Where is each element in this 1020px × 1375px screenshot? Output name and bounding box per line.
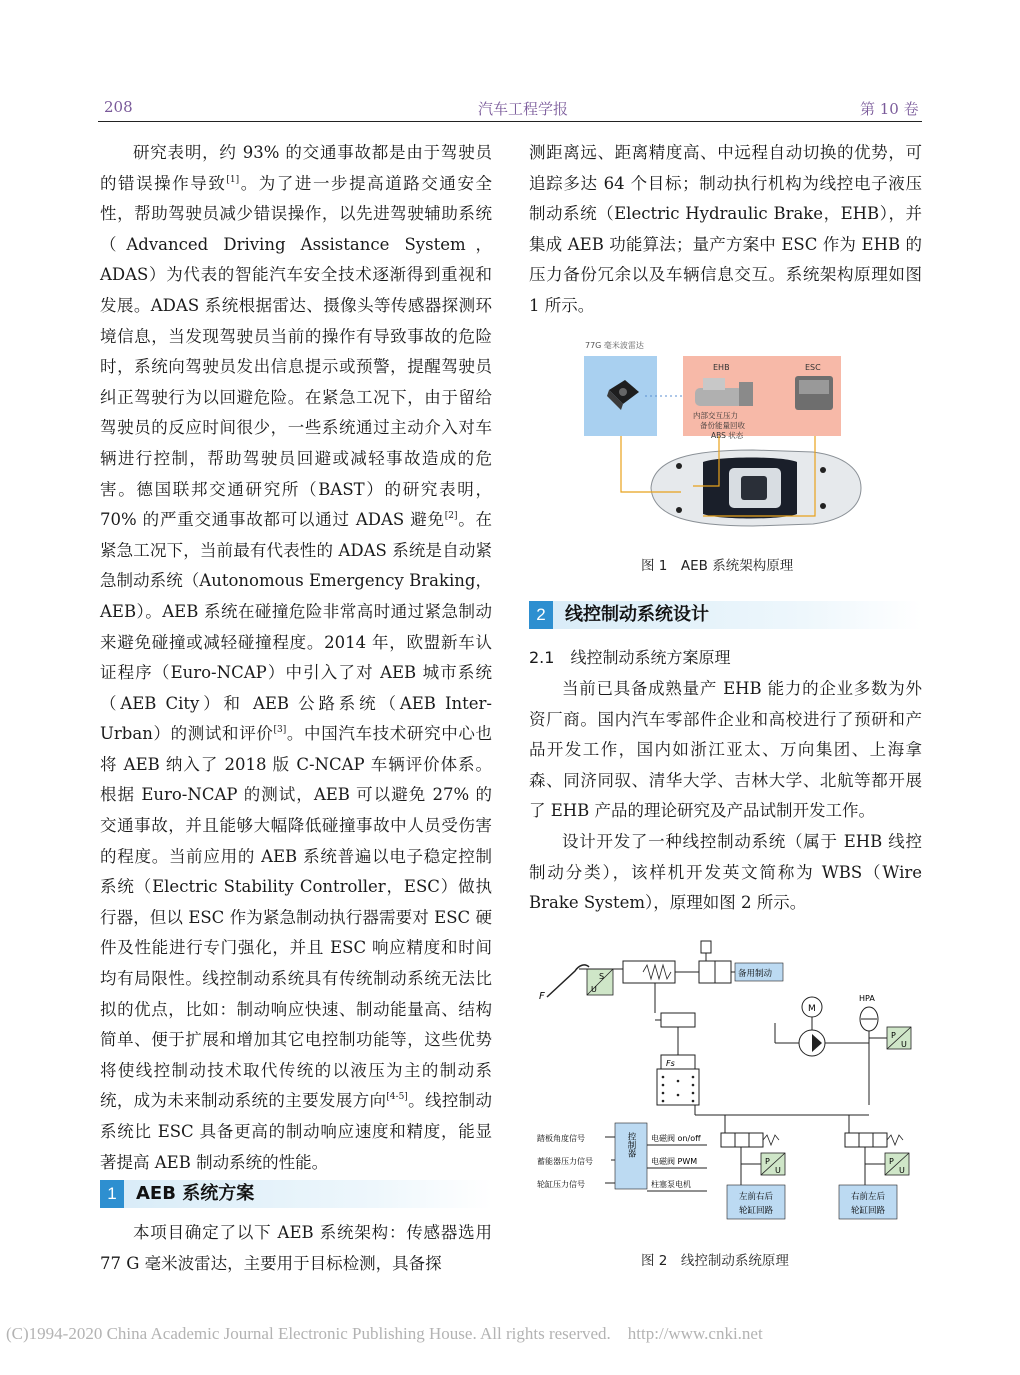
circuit-2-line-1: 右前左后	[850, 1192, 886, 1202]
simulator-valve	[661, 1013, 695, 1027]
inlet-valve-1b	[735, 1133, 749, 1147]
fs-label: Fs	[666, 1059, 675, 1068]
esc-unit-icon	[795, 376, 833, 410]
input-pedal-angle: 踏板角度信号	[537, 1134, 585, 1143]
output-pump-motor: 柱塞泵电机	[651, 1180, 691, 1189]
right-column-body	[529, 138, 922, 322]
citation: [3]	[273, 725, 287, 736]
sensor-s-label: S	[599, 972, 605, 981]
page-number: 208	[104, 98, 133, 116]
ehb-unit-icon	[695, 378, 753, 406]
citation: [1]	[226, 174, 240, 185]
esc-label: ESC	[805, 363, 821, 372]
ehb-industry-paragraph: 当前已具备成熟量产 EHB 能力的企业多数为外资厂商。国内汽车零部件企业和高校进行了预研和产品开发工作，国内如浙江亚太、万向集团、上海拿森、同济同驭、清华大学、吉林大学、北航等都开展了 EHB 产品的理论研究及产品试制开发工作。	[529, 679, 922, 821]
inlet-valve-1a	[721, 1133, 735, 1147]
input-accumulator-pressure: 蓄能器压力信号	[537, 1157, 593, 1166]
circuit-1-line-1: 左前右后	[738, 1192, 774, 1202]
pu-u-label: U	[775, 1166, 781, 1175]
left-column-body-2	[100, 1218, 492, 1279]
wbs-paragraph: 设计开发了一种线控制动系统（属于 EHB 线控制动分类），该样机开发英文简称为 WBS（Wire Brake System），原理如图 2 所示。	[529, 831, 922, 913]
interaction-note-1: 内部交互压力	[693, 411, 738, 420]
subsection-heading: 2.1 线控制动系统方案原理	[529, 648, 731, 667]
controller-label: 控制器	[626, 1132, 636, 1158]
left-column-body	[100, 138, 492, 1178]
section-title: 线控制动系统设计	[565, 604, 709, 625]
vehicle-top-view	[651, 450, 861, 526]
backup-valve-b	[715, 961, 731, 983]
aeb-architecture-paragraph-cont: 测距离远、距离精度高、中远程自动切换的优势，可追踪多达 64 个目标；制动执行机构为线控电子液压制动系统（Electric Hydraulic Brake，EHB），并集成 AEB 功能算法；量产方案中 ESC 作为 EHB 的压力备份冗余以及车辆信息交互。系统架构原理如图 1 所示。	[529, 143, 922, 315]
inlet-valve-1c	[749, 1133, 763, 1147]
ehb-label: EHB	[713, 363, 730, 372]
circuit-2-line-2: 轮缸回路	[850, 1206, 886, 1216]
inlet-valve-2a	[845, 1133, 859, 1147]
pu-u-label: U	[899, 1166, 905, 1175]
header-rule	[98, 121, 922, 122]
interaction-note-2: 备份能量回收	[700, 421, 745, 430]
hpa-label: HPA	[859, 994, 875, 1003]
figure-2-brake-by-wire-schematic	[535, 935, 920, 1225]
intro-paragraph: 研究表明，约 93% 的交通事故都是由于驾驶员的错误操作导致[1]。为了进一步提高道路交通安全性，帮助驾驶员减少错误操作，以先进驾驶辅助系统（Advanced Driving Assistance System，ADAS）为代表的智能汽车安全技术逐渐得到重视和发展。ADAS 系统根据雷达、摄像头等传感器探测环境信息，当发现驾驶员当前的操作有导致事故的危险时，系统向驾驶员发出信息提示或预警，提醒驾驶员纠正驾驶行为以回避危险。在紧急工况下，由于留给驾驶员的反应时间很少，一些系统通过主动介入对车辆进行控制，帮助驾驶员回避或减轻事故造成的危害。德国联邦交通研究所（BAST）的研究表明，70% 的严重交通事故都可以通过 ADAS 避免[2]。在紧急工况下，当前最有代表性的 ADAS 系统是自动紧急制动系统（Autonomous Emergency Braking，AEB）。AEB 系统在碰撞危险非常高时通过紧急制动来避免碰撞或减轻碰撞程度。2014 年，欧盟新车认证程序（Euro-NCAP）中引入了对 AEB 城市系统（AEB City）和 AEB 公路系统（AEB Inter-Urban）的测试和评价[3]。中国汽车技术研究中心也将 AEB 纳入了 2018 版 C-NCAP 车辆评价体系。根据 Euro-NCAP 的测试，AEB 可以避免 27% 的交通事故，并且能够大幅降低碰撞事故中人员受伤害的程度。当前应用的 AEB 系统普遍以电子稳定控制系统（Electric Stability Controller，ESC）做执行器，但以 ESC 作为紧急制动执行器需要对 ESC 硬件及性能进行专门强化，并且 ESC 响应精度和时间均有局限性。线控制动系统具有传统制动系统无法比拟的优点，比如：制动响应快速、制动能量高、结构简单、便于扩展和增加其它电控制功能等，这些优势将使线控制动技术取代传统的以液压为主的制动系统，成为未来制动系统的主要发展方向[4-5]。线控制动系统比 ESC 具备更高的制动响应速度和精度，能显著提高 AEB 制动系统的性能。	[100, 143, 493, 1172]
section-title: AEB 系统方案	[136, 1183, 255, 1204]
pu-p-label: P	[891, 1031, 896, 1040]
backup-brake-label: 备用制动	[738, 969, 773, 979]
section-number: 2	[529, 601, 553, 629]
output-solenoid-pwm: 电磁阀 PWM	[651, 1157, 698, 1166]
pu-u-label: U	[901, 1040, 907, 1049]
backup-valve-a	[699, 961, 715, 983]
section-heading-2	[529, 601, 922, 629]
aeb-architecture-paragraph: 本项目确定了以下 AEB 系统架构：传感器选用 77 G 毫米波雷达，主要用于目标检测，具备探	[100, 1223, 492, 1273]
pu-p-label: P	[889, 1157, 894, 1166]
citation: [4-5]	[386, 1092, 408, 1103]
pu-p-label: P	[765, 1157, 770, 1166]
copyright-footer: (C)1994-2020 China Academic Journal Electronic Publishing House. All rights reserved. http://www.cnki.net	[6, 1324, 763, 1343]
interaction-note-3: ABS 状态	[711, 431, 744, 440]
output-solenoid-onoff: 电磁阀 on/off	[651, 1134, 701, 1143]
figure-1-aeb-architecture	[583, 338, 873, 548]
figure-2-caption: 图 2 线控制动系统原理	[641, 1253, 789, 1269]
figure-1-caption: 图 1 AEB 系统架构原理	[641, 558, 794, 574]
valve-actuator	[701, 941, 711, 953]
circuit-1-line-2: 轮缸回路	[738, 1206, 774, 1216]
pedal-force-label: F	[539, 991, 545, 1002]
simulator-reservoir	[657, 1069, 699, 1105]
inlet-valve-2c	[873, 1133, 887, 1147]
motor-label: M	[808, 1004, 816, 1014]
sensor-u-label: U	[591, 985, 597, 994]
right-column-body-2	[529, 674, 922, 919]
section-heading-1	[100, 1180, 492, 1208]
input-wheel-pressure: 轮缸压力信号	[537, 1180, 585, 1189]
inlet-valve-2b	[859, 1133, 873, 1147]
volume-label: 第 10 卷	[860, 100, 919, 118]
journal-title: 汽车工程学报	[478, 100, 569, 118]
radar-label: 77G 毫米波雷达	[585, 341, 644, 350]
citation: [2]	[444, 511, 458, 522]
brake-pedal	[547, 965, 589, 997]
section-number: 1	[100, 1180, 124, 1208]
